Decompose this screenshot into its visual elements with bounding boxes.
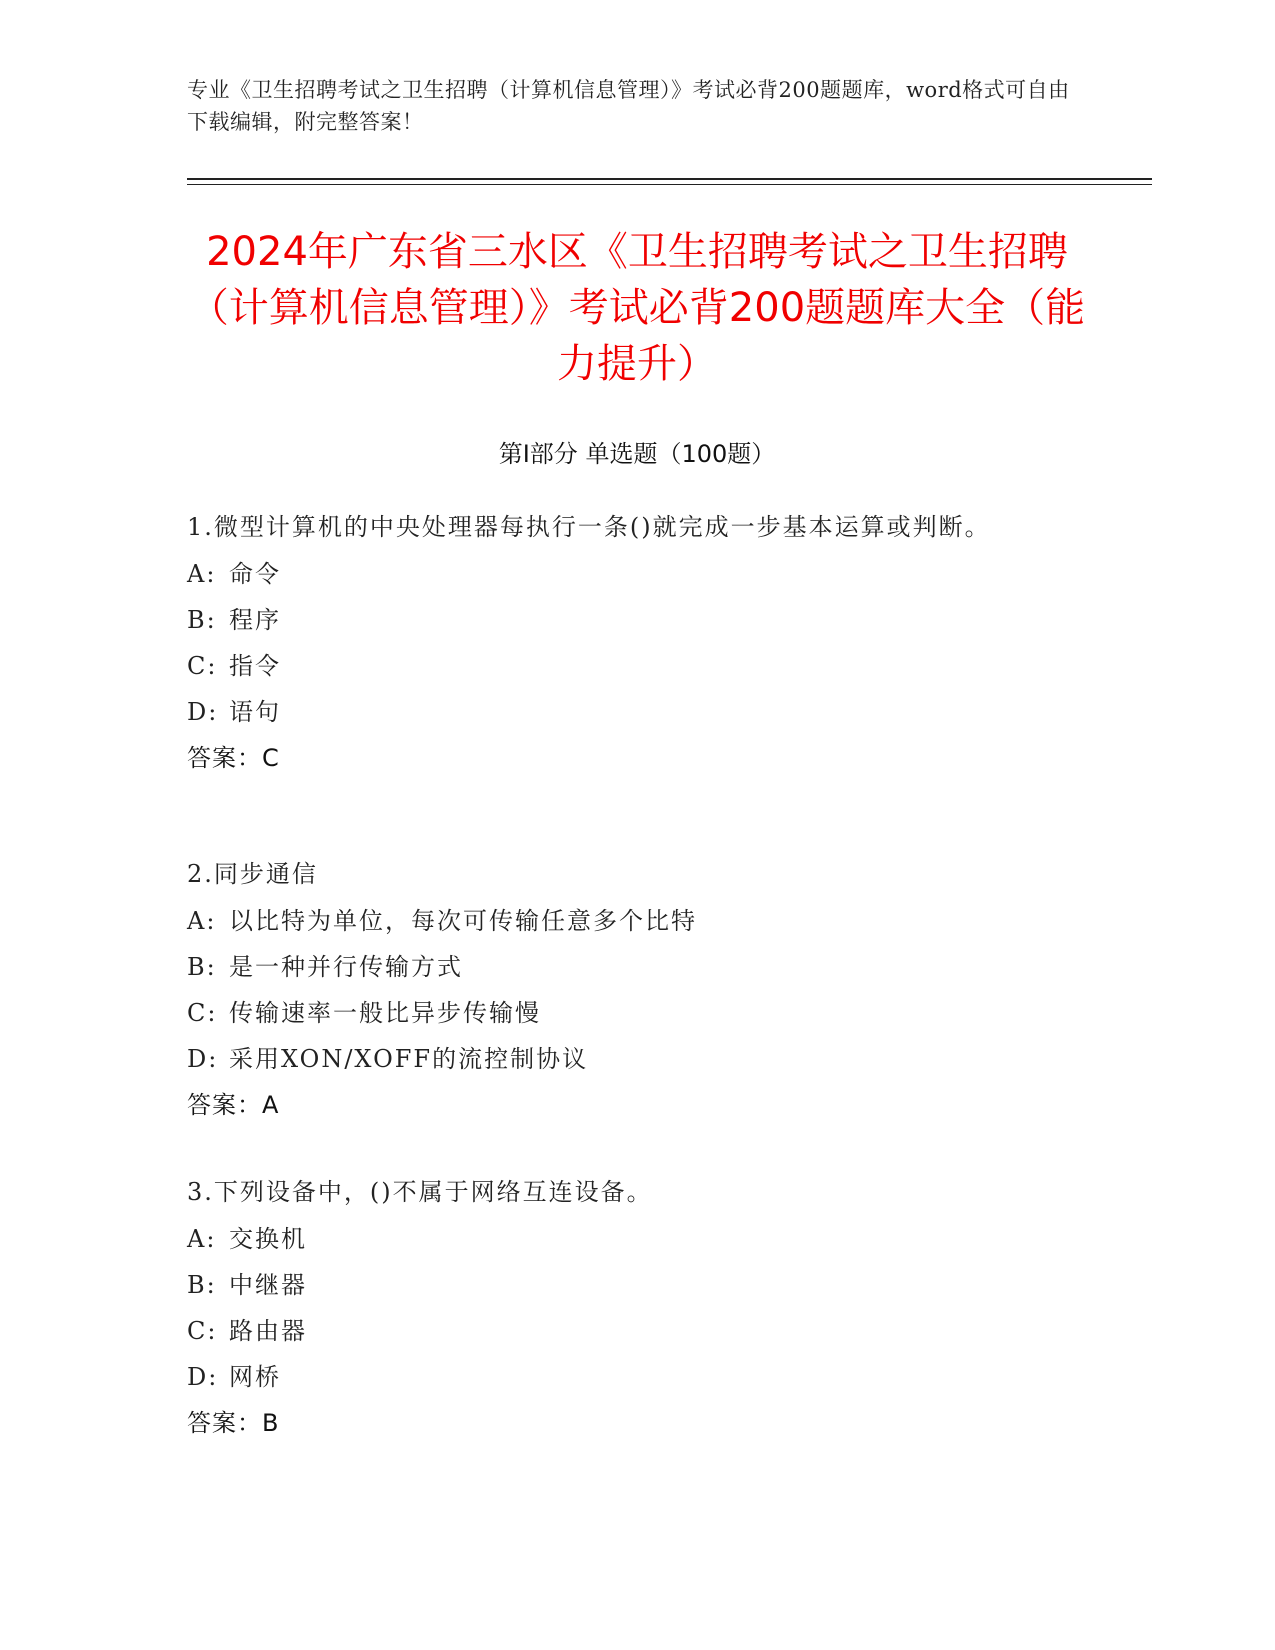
question-stem: 2.同步通信 (187, 860, 318, 888)
option-text: 中继器 (229, 1271, 307, 1299)
answer-line: 答案：C (187, 744, 280, 772)
option-label: A: (187, 907, 217, 935)
option-label: C: (187, 652, 218, 680)
option-text: 是一种并行传输方式 (229, 953, 463, 981)
option-a (187, 898, 1087, 944)
option-text: 语句 (229, 698, 281, 726)
option-b (187, 1262, 1087, 1308)
question-stem: 3.下列设备中，()不属于网络互连设备。 (187, 1178, 653, 1206)
header-rule-thin (187, 184, 1152, 185)
answer-line: 答案：A (187, 1091, 280, 1119)
question-2 (187, 850, 1087, 1128)
option-label: A: (187, 1225, 217, 1253)
question-3 (187, 1168, 1087, 1446)
option-text: 传输速率一般比异步传输慢 (229, 999, 541, 1027)
option-label: B: (187, 1271, 217, 1299)
document-title: 2024年广东省三水区《卫生招聘考试之卫生招聘（计算机信息管理）》考试必背200题题库大全（能力提升） (188, 229, 1086, 387)
option-text: 以比特为单位，每次可传输任意多个比特 (229, 907, 697, 935)
option-label: B: (187, 606, 217, 634)
option-b (187, 944, 1087, 990)
option-label: B: (187, 953, 217, 981)
option-d (187, 1036, 1087, 1082)
option-label: C: (187, 999, 218, 1027)
option-label: D: (187, 1045, 219, 1073)
option-label: C: (187, 1317, 218, 1345)
option-c (187, 643, 1087, 689)
option-d (187, 689, 1087, 735)
option-text: 指令 (229, 652, 281, 680)
option-label: D: (187, 698, 219, 726)
section-heading: 第Ⅰ部分 单选题（100题） (498, 440, 776, 468)
option-text: 交换机 (229, 1225, 307, 1253)
option-c (187, 990, 1087, 1036)
option-text: 命令 (229, 560, 281, 588)
option-text: 程序 (229, 606, 281, 634)
option-a (187, 1216, 1087, 1262)
header-note: 专业《卫生招聘考试之卫生招聘（计算机信息管理）》考试必背200题题库，word格式可自由下载编辑，附完整答案！ (187, 78, 1070, 134)
header-rule-thick (187, 178, 1152, 180)
option-a (187, 551, 1087, 597)
option-label: D: (187, 1363, 219, 1391)
option-text: 网桥 (229, 1363, 281, 1391)
question-stem: 1.微型计算机的中央处理器每执行一条()就完成一步基本运算或判断。 (187, 513, 991, 541)
option-b (187, 597, 1087, 643)
option-c (187, 1308, 1087, 1354)
question-1 (187, 503, 1087, 781)
option-text: 采用XON/XOFF的流控制协议 (229, 1045, 589, 1073)
option-d (187, 1354, 1087, 1400)
option-text: 路由器 (229, 1317, 307, 1345)
option-label: A: (187, 560, 217, 588)
answer-line: 答案：B (187, 1409, 280, 1437)
